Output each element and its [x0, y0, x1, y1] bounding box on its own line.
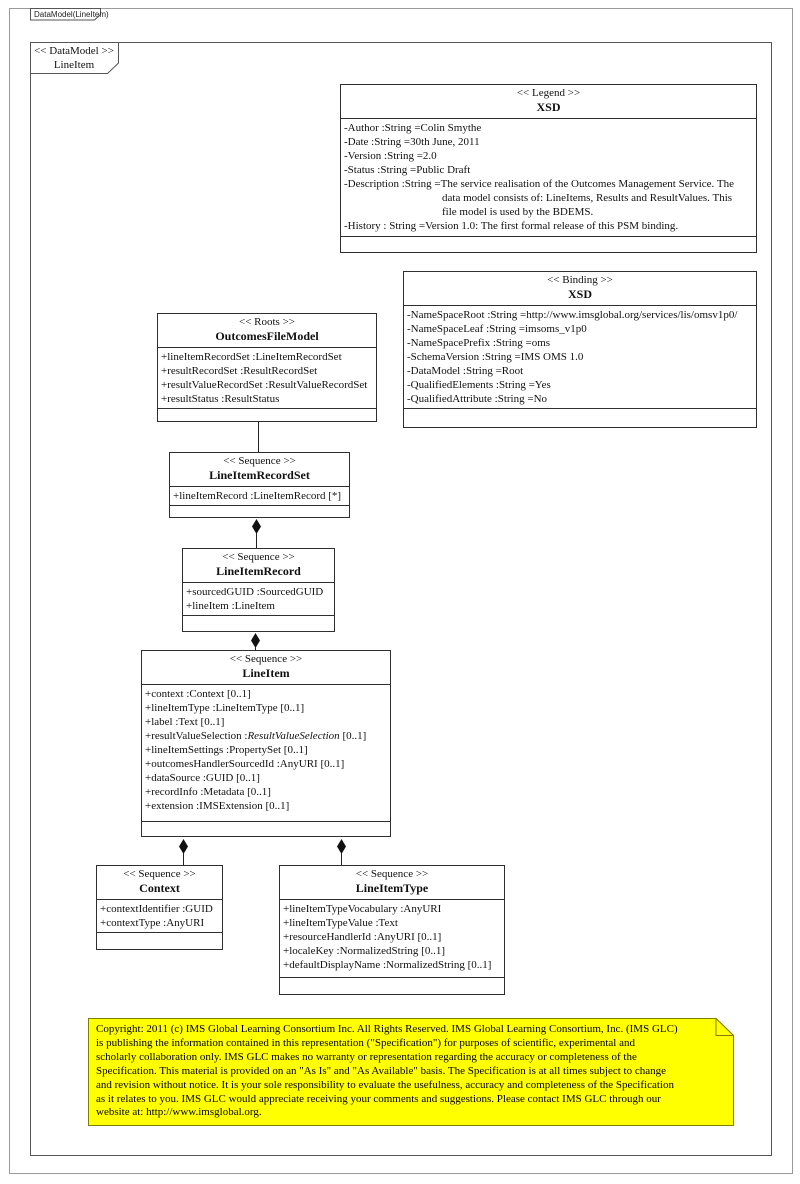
attribute-continuation: file model is used by the BDEMS. — [442, 206, 594, 218]
attributes-compartment — [170, 487, 349, 505]
attributes-compartment — [142, 685, 390, 821]
stereotype: << Sequence >> — [123, 868, 196, 880]
attribute: +recordInfo :Metadata [0..1] — [145, 786, 271, 798]
attribute: +lineItem :LineItem — [186, 600, 275, 612]
class-box-lineitemtype — [279, 865, 505, 995]
attribute: +extension :IMSExtension [0..1] — [145, 800, 290, 812]
attribute: -QualifiedElements :String =Yes — [407, 379, 551, 391]
class-header — [142, 651, 390, 685]
class-name: LineItem — [242, 666, 290, 680]
class-name: Context — [139, 881, 180, 895]
class-box-outcomesfilemodel — [157, 313, 377, 422]
class-box-binding — [403, 271, 757, 428]
operations-compartment — [97, 932, 222, 949]
attribute-prefix: +resultValueSelection : — [145, 730, 248, 742]
class-name: LineItemRecord — [216, 564, 301, 578]
operations-compartment — [170, 505, 349, 517]
class-box-lineitemrecordset — [169, 452, 350, 518]
attribute: +resultStatus :ResultStatus — [161, 393, 280, 405]
attribute: +resourceHandlerId :AnyURI [0..1] — [283, 931, 442, 943]
attribute: -Date :String =30th June, 2011 — [344, 136, 480, 148]
attribute: +context :Context [0..1] — [145, 688, 251, 700]
attribute: +lineItemTypeValue :Text — [283, 917, 398, 929]
class-name: XSD — [567, 287, 592, 301]
class-header — [404, 272, 756, 306]
attributes-compartment — [158, 348, 376, 408]
frame-name-label — [30, 44, 118, 72]
class-name: LineItemRecordSet — [209, 468, 310, 482]
class-box-lineitemrecord — [182, 548, 335, 632]
attribute: +outcomesHandlerSourcedId :AnyURI [0..1] — [145, 758, 345, 770]
attribute-continuation: data model consists of: LineItems, Results and ResultValues. This — [442, 192, 733, 204]
diagram-tab-label: DataModel(LineItem) — [34, 10, 109, 19]
attribute: -Author :String =Colin Smythe — [344, 122, 482, 134]
attribute-abstract-type: ResultValueSelection — [247, 730, 340, 742]
operations-compartment — [183, 615, 334, 631]
attribute: -NameSpaceRoot :String =http://www.imsglobal.org/services/lis/omsv1p0/ — [407, 309, 738, 321]
note-line: scholarly collaboration only. IMS GLC makes no warranty or representation regarding the accuracy or completeness of the — [96, 1050, 637, 1063]
class-name: LineItemType — [355, 881, 429, 895]
attribute: -History : String =Version 1.0: The first formal release of this PSM binding. — [344, 220, 679, 232]
class-header — [97, 866, 222, 900]
class-name: OutcomesFileModel — [215, 329, 319, 343]
attribute: +lineItemSettings :PropertySet [0..1] — [145, 744, 308, 756]
attributes-compartment — [183, 583, 334, 615]
note-line: Copyright: 2011 (c) IMS Global Learning Consortium Inc. All Rights Reserved. IMS Global Learning Consortium, Inc. (IMS GLC) — [96, 1023, 678, 1035]
attribute: +localeKey :NormalizedString [0..1] — [283, 945, 445, 957]
class-header — [183, 549, 334, 583]
attribute: +resultValueRecordSet :ResultValueRecordSet — [161, 379, 368, 391]
attribute: -Description :String =The service realisation of the Outcomes Management Service. The — [344, 178, 734, 190]
class-name: XSD — [536, 100, 561, 114]
stereotype: << Sequence >> — [222, 551, 295, 563]
attribute: +dataSource :GUID [0..1] — [145, 772, 260, 784]
operations-compartment — [341, 236, 756, 252]
attribute: -QualifiedAttribute :String =No — [407, 393, 548, 405]
note-line: is publishing the information contained in this representation ("Specification") for purposes of scientific, experimental and — [96, 1036, 635, 1049]
attribute: +contextIdentifier :GUID — [100, 903, 213, 915]
note-line: and revision without notice. It is your sole responsibility to evaluate the usefulness, accuracy and completeness of the Specification — [96, 1078, 674, 1091]
attribute: +sourcedGUID :SourcedGUID — [186, 586, 324, 598]
class-header — [280, 866, 504, 900]
attribute: -NameSpaceLeaf :String =imsoms_v1p0 — [407, 323, 587, 335]
attribute: -DataModel :String =Root — [407, 365, 524, 377]
class-header — [158, 314, 376, 348]
attribute — [145, 729, 387, 743]
note-line: as it relates to you. IMS GLC would appreciate receiving your comments and suggestions. Please contact IMS GLC through our — [96, 1092, 661, 1105]
association-link-roots-recordset — [258, 422, 259, 452]
class-header — [170, 453, 349, 487]
attribute: -NameSpacePrefix :String =oms — [407, 337, 551, 349]
attributes-compartment — [341, 119, 756, 236]
composition-link-recordset-record — [256, 533, 257, 548]
attribute: -Version :String =2.0 — [344, 150, 437, 162]
composition-link-lineitem-context — [183, 853, 184, 865]
attributes-compartment — [97, 900, 222, 932]
attribute: +contextType :AnyURI — [100, 917, 205, 929]
class-box-legend — [340, 84, 757, 253]
stereotype: << Sequence >> — [355, 868, 429, 880]
operations-compartment — [280, 977, 504, 994]
composition-link-lineitem-lineitemtype — [341, 853, 342, 865]
attribute: +lineItemTypeVocabulary :AnyURI — [283, 903, 442, 915]
operations-compartment — [404, 408, 756, 427]
frame-name: LineItem — [53, 59, 95, 71]
operations-compartment — [158, 408, 376, 421]
class-box-lineitem — [141, 650, 391, 837]
attributes-compartment — [404, 306, 756, 408]
operations-compartment — [142, 821, 390, 836]
stereotype: << Sequence >> — [229, 653, 303, 665]
attributes-compartment — [280, 900, 504, 977]
attribute: +lineItemRecordSet :LineItemRecordSet — [161, 351, 342, 363]
stereotype: << Roots >> — [239, 316, 295, 328]
class-box-context — [96, 865, 223, 950]
note-line: website at: http://www.imsglobal.org. — [96, 1106, 262, 1119]
frame-stereotype: << DataModel >> — [34, 45, 114, 57]
attribute: +lineItemRecord :LineItemRecord [*] — [173, 490, 342, 502]
stereotype: << Sequence >> — [223, 455, 296, 467]
copyright-note-text — [96, 1023, 728, 1120]
attribute: +resultRecordSet :ResultRecordSet — [161, 365, 318, 377]
class-header — [341, 85, 756, 119]
attribute: +defaultDisplayName :NormalizedString [0..1] — [283, 959, 492, 971]
attribute: +label :Text [0..1] — [145, 716, 225, 728]
note-line: Specification. This material is provided on an "As Is" and "As Available" basis. The Specification is at all times subject to change — [96, 1064, 666, 1077]
attribute-suffix: [0..1] — [339, 730, 367, 742]
attribute: -SchemaVersion :String =IMS OMS 1.0 — [407, 351, 584, 363]
stereotype: << Legend >> — [516, 87, 581, 99]
attribute: -Status :String =Public Draft — [344, 164, 471, 176]
stereotype: << Binding >> — [547, 274, 613, 286]
attribute: +lineItemType :LineItemType [0..1] — [145, 702, 305, 714]
